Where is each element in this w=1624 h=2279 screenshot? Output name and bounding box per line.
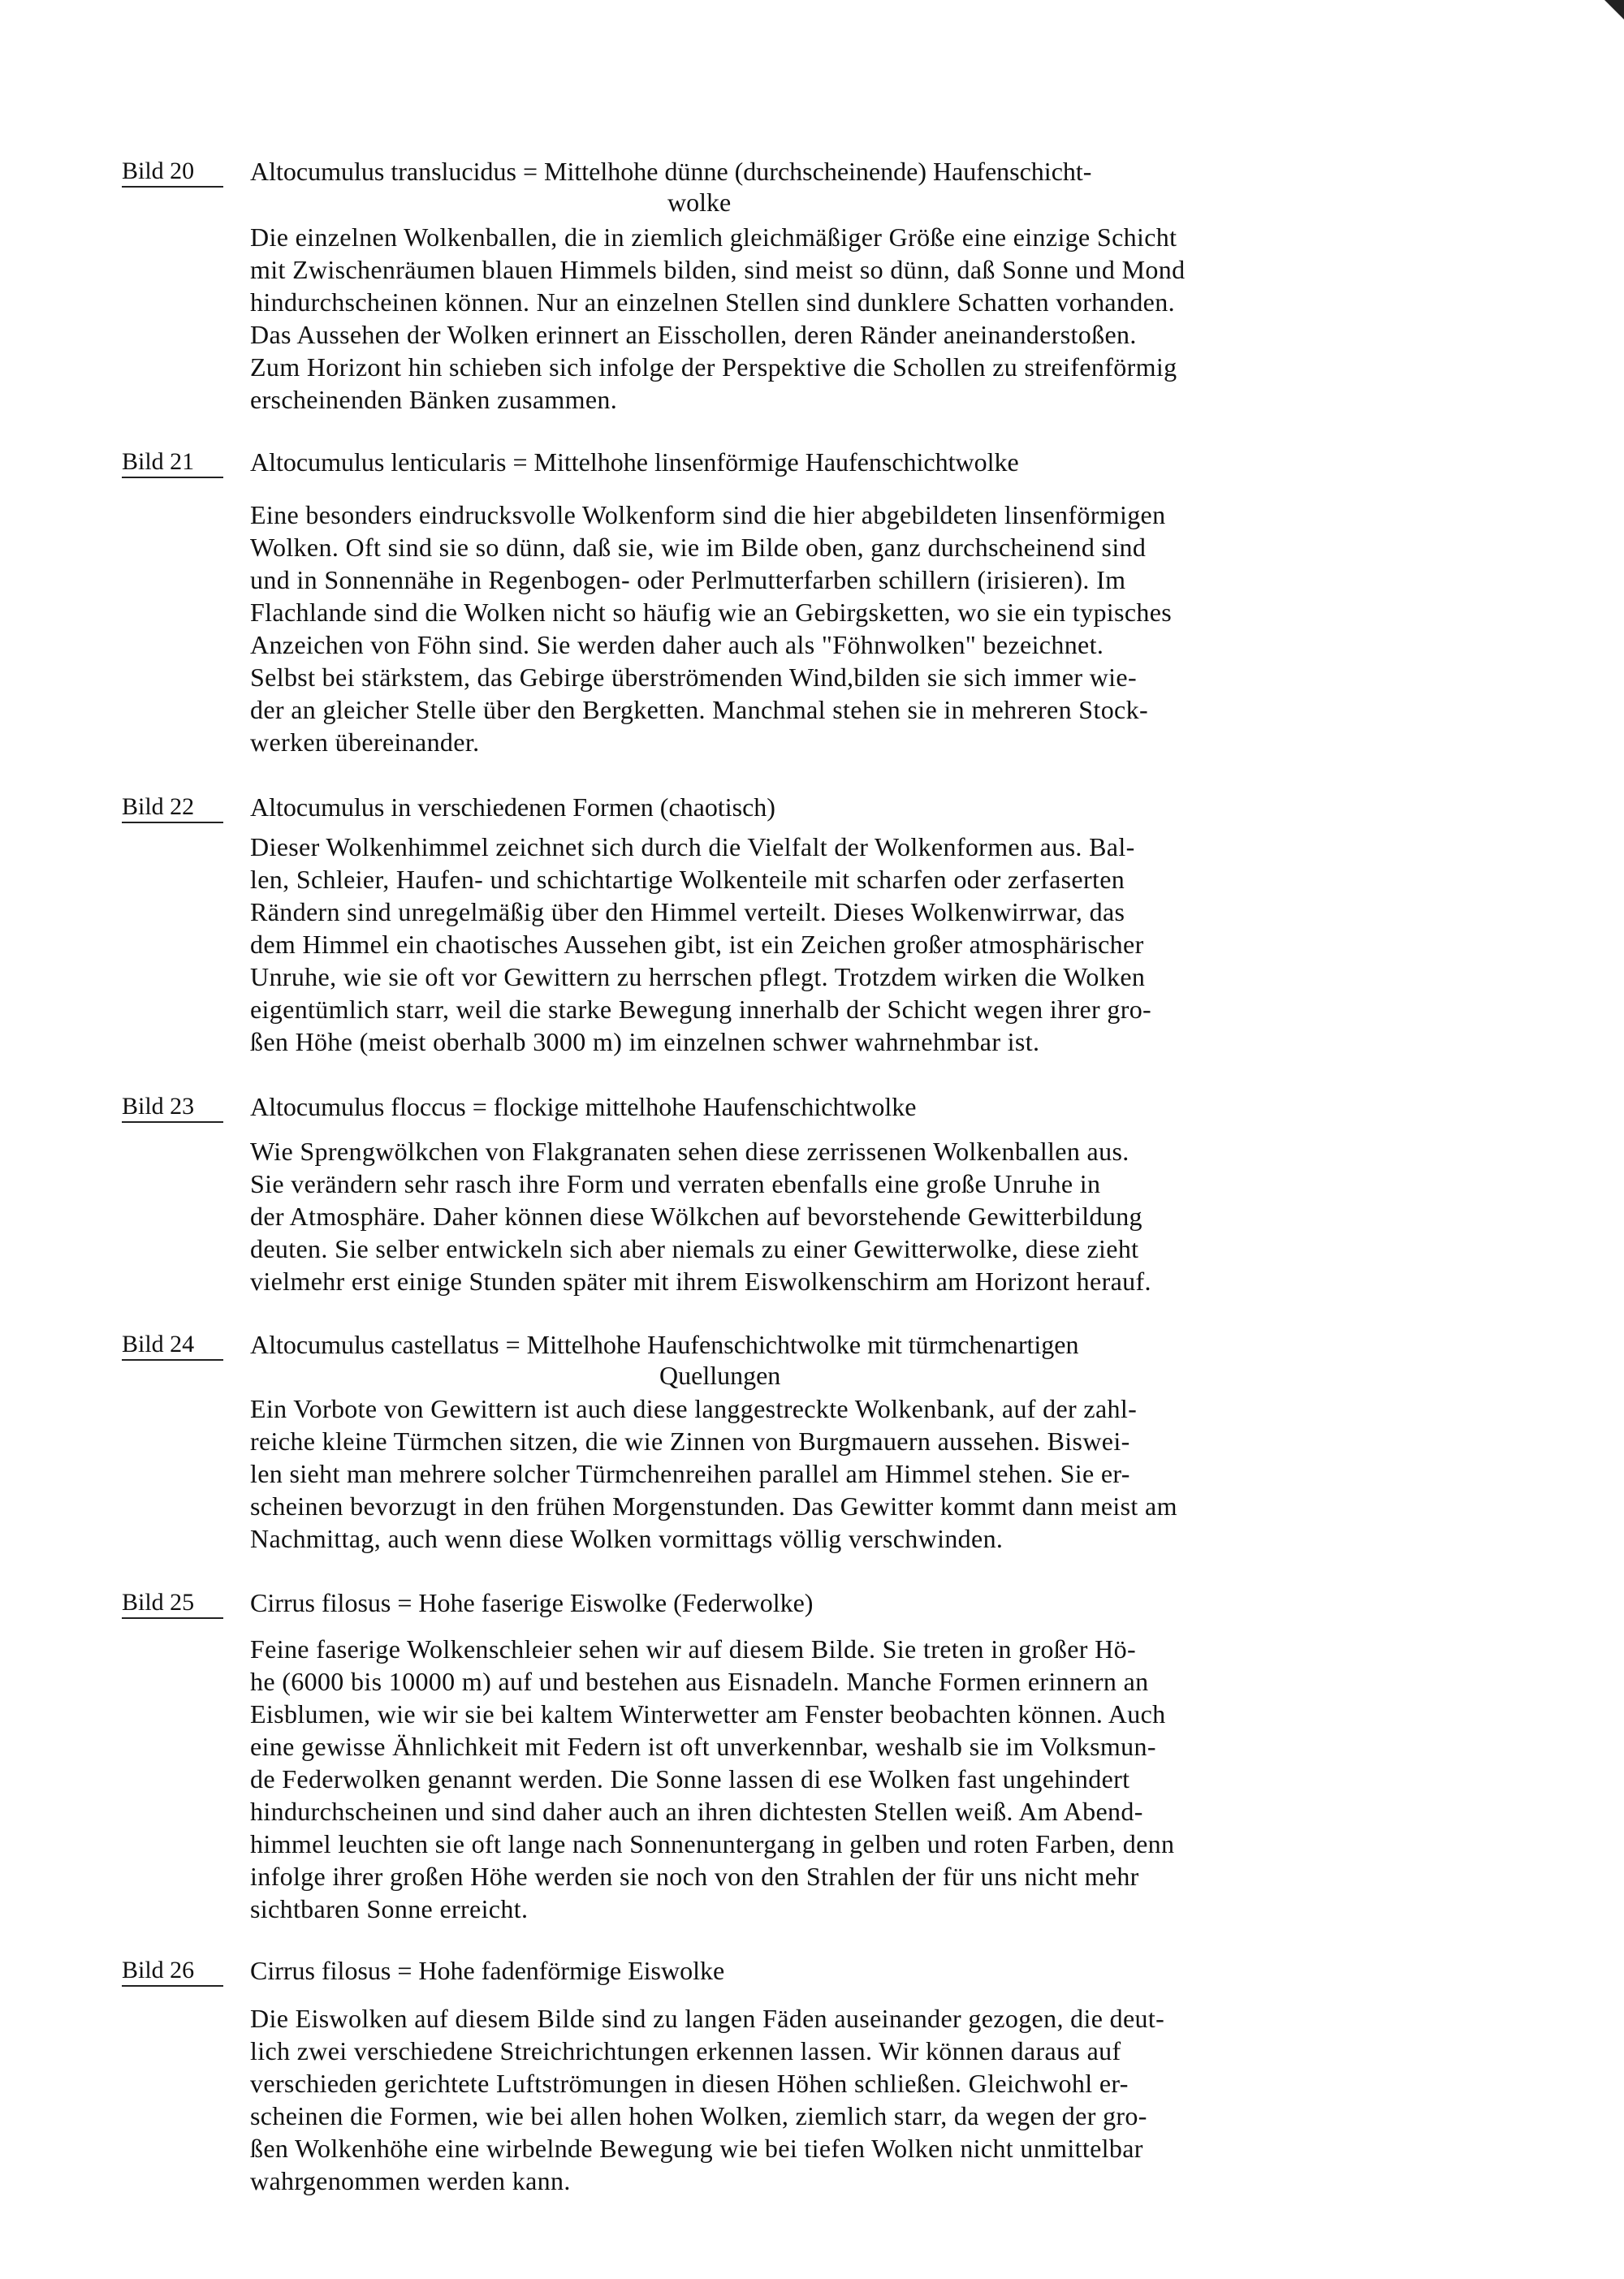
body-line: Ein Vorbote von Gewittern ist auch diese langgestreckte Wolkenbank, auf der zahl- [250,1394,1138,1423]
label-underline [122,1985,223,1987]
body-line: und in Sonnennähe in Regenbogen- oder Perlmutterfarben schillern (irisieren). Im [250,565,1126,594]
entry-heading: Altocumulus castellatus = Mittelhohe Haufenschichtwolke mit türmchenartigen [250,1330,1079,1359]
body-line: Die Eiswolken auf diesem Bilde sind zu langen Fäden auseinander gezogen, die deut- [250,2004,1165,2033]
entry-body [250,2002,1484,2197]
body-line: Rändern sind unregelmäßig über den Himmel verteilt. Dieses Wolkenwirrwar, das [250,897,1125,926]
body-line: he (6000 bis 10000 m) auf und bestehen aus Eisnadeln. Manche Formen erinnern an [250,1667,1149,1696]
body-line: scheinen die Formen, wie bei allen hohen Wolken, ziemlich starr, da wegen der gro- [250,2101,1147,2130]
body-line: Sie verändern sehr rasch ihre Form und verraten ebenfalls eine große Unruhe in [250,1169,1101,1198]
corner-tab-mark [1601,0,1624,23]
body-line: de Federwolken genannt werden. Die Sonne lassen di ese Wolken fast ungehindert [250,1764,1130,1793]
body-line: eine gewisse Ähnlichkeit mit Federn ist oft unverkennbar, weshalb sie im Volksmun- [250,1732,1156,1761]
entry-body [250,1135,1484,1297]
body-line: infolge ihrer großen Höhe werden sie noch von den Strahlen der für uns nicht mehr [250,1862,1139,1891]
body-line: Dieser Wolkenhimmel zeichnet sich durch die Vielfalt der Wolkenformen aus. Bal- [250,832,1135,861]
body-line: wahrgenommen werden kann. [250,2166,571,2195]
body-line: der Atmosphäre. Daher können diese Wölkchen auf bevorstehende Gewitterbildung [250,1202,1142,1231]
body-line: hindurchscheinen und sind daher auch an ihren dichtesten Stellen weiß. Am Abend- [250,1797,1143,1826]
label-underline [122,186,223,188]
body-line: lich zwei verschiedene Streichrichtungen erkennen lassen. Wir können daraus auf [250,2036,1121,2065]
body-line: verschieden gerichtete Luftströmungen in diesen Höhen schließen. Gleichwohl er- [250,2069,1129,2098]
label-underline [122,1359,223,1361]
body-line: Das Aussehen der Wolken erinnert an Eisschollen, deren Ränder aneinanderstoßen. [250,320,1137,349]
label-underline [122,1617,223,1619]
figure-label: Bild 20 [122,158,195,184]
entry-heading: Cirrus filosus = Hohe fadenförmige Eiswolke [250,1956,725,1985]
body-line: der an gleicher Stelle über den Bergketten. Manchmal stehen sie in mehreren Stock- [250,695,1148,724]
body-line: sichtbaren Sonne erreicht. [250,1894,529,1923]
body-line: dem Himmel ein chaotisches Aussehen gibt, ist ein Zeichen großer atmosphärischer [250,930,1144,959]
entry-body [250,1633,1484,1925]
entry-body [250,499,1484,758]
body-line: Selbst bei stärkstem, das Gebirge überströmenden Wind,bilden sie sich immer wie- [250,663,1137,692]
body-line: Unruhe, wie sie oft vor Gewittern zu herrschen pflegt. Trotzdem wirken die Wolken [250,962,1146,991]
entry-body [250,831,1484,1058]
entry-body [250,1392,1484,1555]
body-line: len, Schleier, Haufen- und schichtartige Wolkenteile mit scharfen oder zerfaserten [250,865,1125,894]
body-line: deuten. Sie selber entwickeln sich aber niemals zu einer Gewitterwolke, diese zieht [250,1234,1139,1263]
body-line: eigentümlich starr, weil die starke Bewegung innerhalb der Schicht wegen ihrer gro- [250,995,1152,1024]
entry-heading: Cirrus filosus = Hohe faserige Eiswolke (Federwolke) [250,1588,814,1617]
entry-heading-continuation: Quellungen [659,1361,781,1390]
entry-heading: Altocumulus floccus = flockige mittelhohe Haufenschichtwolke [250,1092,917,1121]
body-line: Eisblumen, wie wir sie bei kaltem Winterwetter am Fenster beobachten können. Auch [250,1699,1166,1729]
body-line: Flachlande sind die Wolken nicht so häufig wie an Gebirgsketten, wo sie ein typisches [250,598,1173,627]
body-line: Zum Horizont hin schieben sich infolge der Perspektive die Schollen zu streifenförmig [250,352,1177,382]
body-line: len sieht man mehrere solcher Türmchenreihen parallel am Himmel stehen. Sie er- [250,1459,1130,1488]
label-underline [122,822,223,823]
entry-heading: Altocumulus translucidus = Mittelhohe dünne (durchscheinende) Haufenschicht- [250,157,1092,186]
body-line: ßen Höhe (meist oberhalb 3000 m) im einzelnen schwer wahrnehmbar ist. [250,1027,1040,1056]
figure-label: Bild 24 [122,1331,195,1357]
entry-heading: Altocumulus in verschiedenen Formen (chaotisch) [250,792,775,822]
body-line: hindurchscheinen können. Nur an einzelnen Stellen sind dunklere Schatten vorhanden. [250,287,1175,317]
body-line: scheinen bevorzugt in den frühen Morgenstunden. Das Gewitter kommt dann meist am [250,1491,1177,1521]
label-underline [122,1121,223,1123]
body-line: Wolken. Oft sind sie so dünn, daß sie, wie im Bilde oben, ganz durchscheinend sind [250,533,1147,562]
body-line: mit Zwischenräumen blauen Himmels bilden, sind meist so dünn, daß Sonne und Mond [250,255,1186,284]
body-line: Eine besonders eindrucksvolle Wolkenform sind die hier abgebildeten linsenförmigen [250,500,1166,529]
body-line: erscheinenden Bänken zusammen. [250,385,618,414]
body-line: Feine faserige Wolkenschleier sehen wir auf diesem Bilde. Sie treten in großer Hö- [250,1634,1136,1664]
figure-label: Bild 22 [122,793,195,820]
entry-body [250,221,1484,416]
body-line: Die einzelnen Wolkenballen, die in ziemlich gleichmäßiger Größe eine einzige Schicht [250,222,1177,252]
label-underline [122,477,223,478]
figure-label: Bild 21 [122,448,195,475]
entry-heading-continuation: wolke [667,188,732,217]
entry-heading: Altocumulus lenticularis = Mittelhohe linsenförmige Haufenschichtwolke [250,447,1019,477]
body-line: vielmehr erst einige Stunden später mit ihrem Eiswolkenschirm am Horizont herauf. [250,1267,1151,1296]
body-line: himmel leuchten sie oft lange nach Sonnenuntergang in gelben und roten Farben, denn [250,1829,1175,1858]
body-line: Wie Sprengwölkchen von Flakgranaten sehen diese zerrissenen Wolkenballen aus. [250,1137,1129,1166]
body-line: Anzeichen von Föhn sind. Sie werden daher auch als "Föhnwolken" bezeichnet. [250,630,1104,659]
figure-label: Bild 25 [122,1589,195,1616]
figure-label: Bild 26 [122,1957,195,1983]
body-line: Nachmittag, auch wenn diese Wolken vormittags völlig verschwinden. [250,1524,1004,1553]
body-line: reiche kleine Türmchen sitzen, die wie Zinnen von Burgmauern aussehen. Biswei- [250,1427,1130,1456]
figure-label: Bild 23 [122,1093,195,1120]
body-line: ßen Wolkenhöhe eine wirbelnde Bewegung wie bei tiefen Wolken nicht unmittelbar [250,2134,1143,2163]
body-line: werken übereinander. [250,727,480,757]
